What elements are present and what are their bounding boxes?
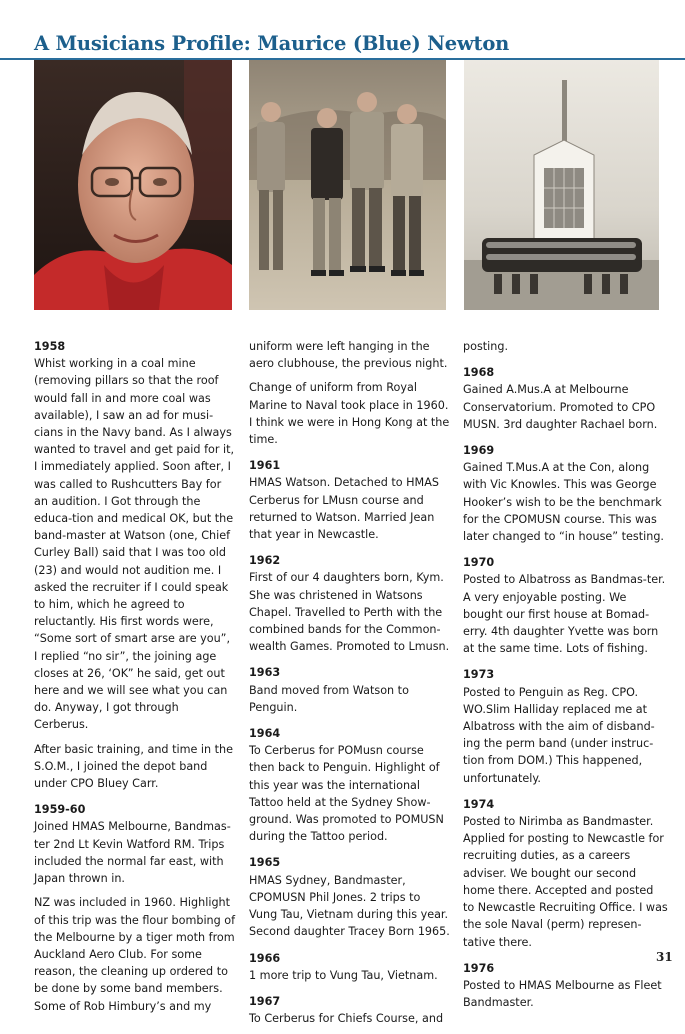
body-paragraph: HMAS Sydney, Bandmaster, CPOMUSN Phil Jones. 2 trips to Vung Tau, Vietnam during this year. Second daughter Tracey Born 1965. bbox=[249, 873, 450, 939]
body-paragraph: Posted to Nirimba as Bandmaster. Applied for posting to Newcastle for recruiting duties, as a careers adviser. We bought our second home there. Accepted and posted to Newcastle Recruiting Office. I was the sole Naval (perm) represen-tative there. bbox=[463, 815, 668, 949]
text-column-1 bbox=[34, 338, 236, 1022]
body-paragraph: 1 more trip to Vung Tau, Vietnam. bbox=[249, 968, 438, 982]
text-column-3 bbox=[463, 338, 668, 1018]
section-year-heading: 1976 bbox=[463, 961, 495, 975]
section-year-heading: 1969 bbox=[463, 444, 495, 458]
body-paragraph: Change of uniform from Royal Marine to Naval took place in 1960. I think we were in Hong Kong at the time. bbox=[249, 381, 450, 447]
body-paragraph: First of our 4 daughters born, Kym. She was christened in Watsons Chapel. Travelled to Perth with the combined bands for the Common-wealth Games. Promoted to Lmusn. bbox=[249, 571, 450, 654]
section-year-heading: 1963 bbox=[249, 666, 281, 680]
body-paragraph: Band moved from Watson to Penguin. bbox=[249, 683, 409, 714]
section-year-heading: 1967 bbox=[249, 994, 281, 1008]
section-year-heading: 1965 bbox=[249, 856, 281, 870]
body-paragraph: Joined HMAS Melbourne, Bandmas-ter 2nd Lt Kevin Watford RM. Trips included the normal far east, with Japan thrown in. bbox=[34, 820, 231, 886]
sailors-group-photo bbox=[249, 60, 446, 310]
section-year-heading: 1970 bbox=[463, 556, 495, 570]
body-paragraph: After basic training, and time in the S.O.M., I joined the depot band under CPO Bluey Carr. bbox=[34, 742, 234, 791]
section-year-heading: 1958 bbox=[34, 340, 66, 353]
body-paragraph: Posted to Penguin as Reg. CPO. WO.Slim Halliday replaced me at Albatross with the aim of disband-ing the perm band (under instruc-tion from DOM.) This happened, unfortunately. bbox=[463, 685, 655, 785]
body-paragraph: Posted to Albatross as Bandmas-ter. A very enjoyable posting. We bought our first house at Bomad-erry. 4th daughter Yvette was born at the same time. Lots of fishing. bbox=[463, 573, 666, 656]
section-year-heading: 1961 bbox=[249, 459, 281, 473]
section-year-heading: 1968 bbox=[463, 366, 495, 380]
section-year-heading: 1964 bbox=[249, 727, 281, 741]
text-column-2 bbox=[249, 338, 451, 1034]
body-paragraph: posting. bbox=[463, 340, 509, 353]
portrait-photo bbox=[34, 60, 232, 310]
body-paragraph: NZ was included in 1960. Highlight of this trip was the flour bombing of the Melbourne by a tiger moth from Auckland Aero Club. For some reason, the cleaning up ordered to be done by some band members. Some of Rob Himbury’s and my bbox=[34, 896, 236, 1013]
section-year-heading: 1959-60 bbox=[34, 803, 86, 817]
section-year-heading: 1973 bbox=[463, 668, 495, 682]
body-paragraph: uniform were left hanging in the aero clubhouse, the previous night. bbox=[249, 340, 448, 371]
section-year-heading: 1974 bbox=[463, 797, 495, 811]
body-paragraph: Posted to HMAS Melbourne as Fleet Bandmaster. bbox=[463, 978, 662, 1010]
body-paragraph: Gained T.Mus.A at the Con, along with Vic Knowles. This was George Hooker’s wish to be the benchmark for the CPOMUSN course. This was later changed to “in house” testing. bbox=[463, 461, 664, 544]
section-year-heading: 1962 bbox=[249, 554, 281, 568]
body-paragraph: Whist working in a coal mine (removing pillars so that the roof would fall in and more coal was available), I saw an ad for musi-cians in the Navy band. As I always wanted to travel and get paid for it, I immediately applied. Soon after, I was called to Rushcutters Bay for an audition. I Got through the educa-tion and medical OK, but the band-master at Watson (one, Chief Curley Ball) said that I was too old (23) and would not audition me. I asked the recruiter if I could speak to him, which he agreed to reluctantly. His first words were, “Some sort of smart arse are you”, I replied “no sir”, the joining age closes at 26, ‘OK” he said, get out here and we will see what you can do. Anyway, I got through Cerberus. bbox=[34, 357, 235, 732]
body-paragraph: To Cerberus for Chiefs Course, and bbox=[249, 1012, 444, 1026]
body-paragraph: Gained A.Mus.A at Melbourne Conservatorium. Promoted to CPO MUSN. 3rd daughter Rachael born. bbox=[463, 383, 658, 431]
body-paragraph: To Cerberus for POMusn course then back to Penguin. Highlight of this year was the international Tattoo held at the Sydney Show-ground. Was promoted to POMUSN during the Tattoo period. bbox=[249, 744, 444, 844]
band-chapel-photo bbox=[464, 60, 659, 310]
body-paragraph: HMAS Watson. Detached to HMAS Cerberus for LMusn course and returned to Watson. Married Jean that year in Newcastle. bbox=[249, 476, 439, 542]
section-year-heading: 1966 bbox=[249, 951, 281, 965]
page-number: 31 bbox=[656, 950, 673, 964]
article-title: A Musicians Profile: Maurice (Blue) Newton bbox=[34, 32, 510, 55]
